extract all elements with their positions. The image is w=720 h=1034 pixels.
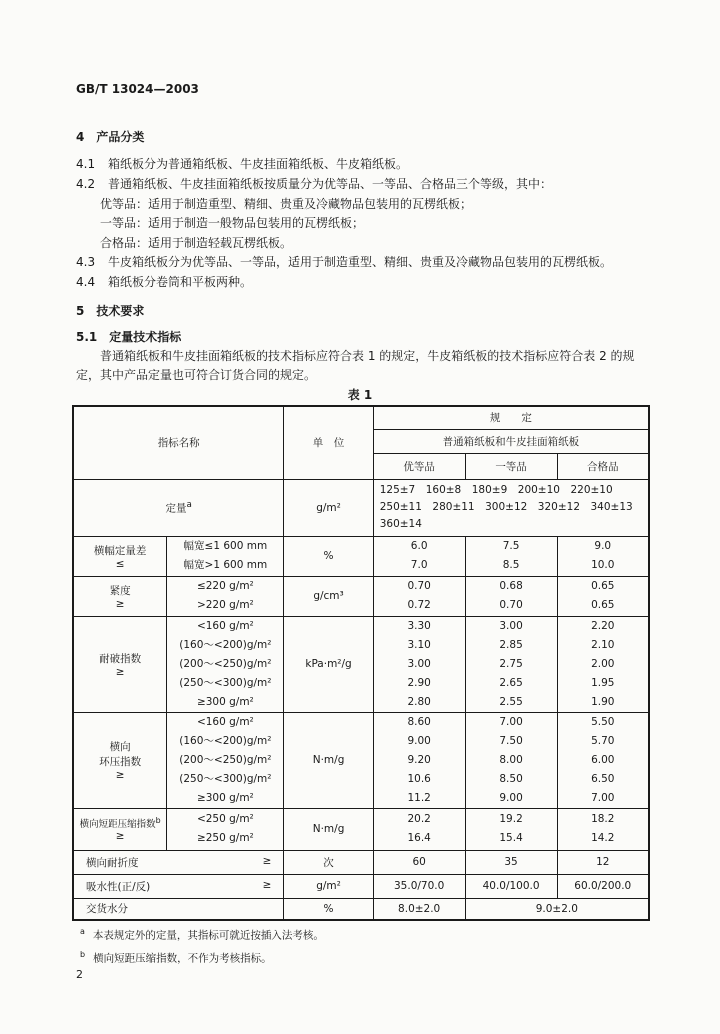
cobb-name: 吸水性(正/反) (86, 880, 151, 893)
moisture-premium: 8.0±2.0 (373, 898, 465, 920)
value: 0.65 (591, 599, 615, 611)
fold-label (73, 850, 284, 874)
value: 3.10 (407, 638, 431, 651)
condition: (250～<300)g/m² (179, 676, 272, 689)
grade-premium-desc: 优等品：适用于制造重型、精细、贵重及冷藏物品包装用的瓦楞纸板； (100, 197, 473, 211)
grade-first-desc: 一等品：适用于制造一般物品包装用的瓦楞纸板； (100, 216, 365, 230)
cd-variation-first (465, 536, 557, 576)
section-4-title: 4 产品分类 (76, 130, 145, 144)
cobb-premium: 35.0/70.0 (373, 874, 465, 898)
condition: (160～<200)g/m² (179, 638, 272, 651)
sct-qualified (557, 808, 649, 850)
clause-text: 牛皮箱纸板分为优等品、一等品，适用于制造重型、精细、贵重及冷藏物品包装用的瓦楞纸板。 (108, 255, 613, 269)
clause-number: 4.2 (76, 177, 96, 191)
ring-crush-symbol: ≥ (115, 769, 125, 781)
header-spec: 规 定 (373, 406, 649, 429)
moisture-label: 交货水分 (73, 898, 284, 920)
footnote-text: 本表规定外的定量，其指标可就近按插入法考核。 (92, 929, 324, 942)
clause-text: 普通箱纸板、牛皮挂面箱纸板按质量分为优等品、一等品、合格品三个等级，其中： (108, 177, 553, 191)
value: 18.2 (591, 813, 615, 825)
cd-variation-name: 横幅定量差 (93, 544, 147, 557)
subsection-5-1-title: 5.1 定量技术指标 (76, 330, 182, 344)
condition: <160 g/m² (196, 715, 254, 728)
condition: ≥250 g/m² (196, 832, 254, 844)
value: 2.55 (499, 695, 523, 708)
row-label-grammage (73, 479, 284, 536)
value: 15.4 (499, 832, 523, 844)
density-premium (373, 576, 465, 616)
value: 2.00 (591, 657, 615, 670)
value: 0.72 (407, 599, 431, 611)
standard-number-header: GB/T 13024—2003 (76, 82, 199, 96)
value: 0.65 (591, 580, 615, 592)
fold-symbol: ≥ (262, 854, 272, 867)
page-number: 2 (76, 968, 83, 981)
burst-index-symbol: ≥ (115, 665, 125, 678)
sct-first (465, 808, 557, 850)
condition: 幅宽>1 600 mm (183, 559, 268, 571)
value: 6.00 (591, 753, 615, 766)
fold-qualified: 12 (557, 850, 649, 874)
cd-variation-label (73, 536, 167, 576)
ring-crush-conditions (167, 712, 284, 808)
value: 11.2 (407, 791, 431, 804)
sct-conditions (167, 808, 284, 850)
density-symbol: ≥ (115, 597, 125, 610)
grammage-unit: g/m² (284, 479, 373, 536)
value: 1.95 (591, 676, 615, 689)
value: 2.65 (499, 676, 523, 689)
density-label (73, 576, 167, 616)
section-5-title: 5 技术要求 (76, 304, 145, 318)
footnote-mark: b (80, 950, 86, 959)
value: 2.10 (591, 638, 615, 651)
condition: <160 g/m² (196, 619, 254, 632)
clause-4-3 (76, 253, 612, 270)
value: 2.90 (407, 676, 431, 689)
value: 8.00 (499, 753, 523, 766)
value: 3.00 (407, 657, 431, 670)
burst-index-conditions (167, 616, 284, 712)
burst-index-unit: kPa·m²/g (284, 616, 373, 712)
burst-index-label (73, 616, 167, 712)
value: 5.70 (591, 734, 615, 747)
value: 3.30 (407, 619, 431, 632)
footnote-mark: a (80, 927, 85, 936)
sct-name-wrap (76, 816, 164, 830)
density-name: 紧度 (109, 584, 131, 597)
value: 10.6 (407, 772, 431, 785)
grade-qualified-desc: 合格品：适用于制造轻载瓦楞纸板。 (100, 236, 293, 250)
density-first (465, 576, 557, 616)
value: 10.0 (591, 559, 615, 571)
footnote-text: 横向短距压缩指数，不作为考核指标。 (93, 952, 272, 965)
condition: ≤220 g/m² (196, 580, 254, 592)
footnote-a (80, 920, 324, 943)
value: 2.75 (499, 657, 523, 670)
value: 7.00 (591, 791, 615, 804)
value: 0.68 (499, 580, 523, 592)
clause-text: 箱纸板分为普通箱纸板、牛皮挂面箱纸板、牛皮箱纸板。 (108, 157, 409, 171)
density-unit: g/cm³ (284, 576, 373, 616)
cd-variation-conditions (167, 536, 284, 576)
table-caption: 表 1 (347, 388, 373, 402)
sct-unit: N·m/g (284, 808, 373, 850)
clause-number: 4.1 (76, 157, 96, 171)
cd-variation-premium (373, 536, 465, 576)
condition: (200～<250)g/m² (179, 657, 272, 670)
fold-premium: 60 (373, 850, 465, 874)
condition: 幅宽≤1 600 mm (183, 540, 268, 552)
ring-crush-first (465, 712, 557, 808)
grammage-values (373, 479, 649, 536)
ring-crush-label (73, 712, 167, 808)
clause-text: 箱纸板分卷筒和平板两种。 (108, 275, 253, 289)
condition: (250～<300)g/m² (179, 772, 272, 785)
header-indicator: 指标名称 (73, 406, 284, 479)
grammage-row: 360±14 (379, 518, 422, 530)
cobb-label (73, 874, 284, 898)
value: 7.5 (502, 540, 520, 552)
condition: (160～<200)g/m² (179, 734, 272, 747)
header-grade-first: 一等品 (465, 453, 557, 479)
header-grade-premium: 优等品 (373, 453, 465, 479)
density-qualified (557, 576, 649, 616)
footnote-b (80, 943, 324, 966)
condition: (200～<250)g/m² (179, 753, 272, 766)
cd-variation-unit: % (284, 536, 373, 576)
value: 9.20 (407, 753, 431, 766)
cobb-first: 40.0/100.0 (465, 874, 557, 898)
value: 19.2 (499, 813, 523, 825)
fold-name: 横向耐折度 (86, 856, 139, 869)
value: 9.0 (594, 540, 612, 552)
sct-premium (373, 808, 465, 850)
grammage-row: 250±11 280±11 300±12 320±12 340±13 (379, 501, 633, 513)
value: 0.70 (499, 599, 523, 611)
header-grade-qualified: 合格品 (557, 453, 649, 479)
burst-index-qualified (557, 616, 649, 712)
condition: ≥300 g/m² (196, 791, 254, 804)
section-5-1-paragraph: 普通箱纸板和牛皮挂面箱纸板的技术指标应符合表 1 的规定，牛皮箱纸板的技术指标应符合表 2 的规定，其中产品定量也可符合订货合同的规定。 (76, 349, 635, 382)
value: 2.80 (407, 695, 431, 708)
clause-4-1 (76, 155, 408, 172)
value: 2.20 (591, 619, 615, 632)
value: 20.2 (407, 813, 431, 825)
value: 6.0 (410, 540, 428, 552)
value: 9.00 (407, 734, 431, 747)
density-conditions (167, 576, 284, 616)
fold-unit: 次 (284, 850, 373, 874)
value: 14.2 (591, 832, 615, 844)
value: 7.50 (499, 734, 523, 747)
clause-4-4 (76, 273, 252, 290)
condition: ≥300 g/m² (196, 695, 254, 708)
condition: >220 g/m² (196, 599, 254, 611)
burst-index-name: 耐破指数 (99, 652, 142, 665)
burst-index-first (465, 616, 557, 712)
value: 7.0 (410, 559, 428, 571)
burst-index-premium (373, 616, 465, 712)
value: 1.90 (591, 695, 615, 708)
ring-crush-direction: 横向 (109, 741, 131, 753)
table-footnotes (80, 920, 324, 966)
value: 0.70 (407, 580, 431, 592)
grammage-row: 125±7 160±8 180±9 200±10 220±10 (379, 484, 613, 496)
cobb-qualified: 60.0/200.0 (557, 874, 649, 898)
value: 16.4 (407, 832, 431, 844)
value: 9.00 (499, 791, 523, 804)
value: 7.00 (499, 715, 523, 728)
value: 8.5 (502, 559, 520, 571)
spec-table (72, 405, 650, 921)
fold-first: 35 (465, 850, 557, 874)
condition: <250 g/m² (196, 813, 254, 825)
value: 5.50 (591, 715, 615, 728)
footnote-mark-a: a (186, 499, 192, 510)
ring-crush-qualified (557, 712, 649, 808)
grammage-label: 定量 (165, 502, 187, 515)
cd-variation-symbol: ≤ (115, 557, 125, 570)
cd-variation-qualified (557, 536, 649, 576)
moisture-unit: % (284, 898, 373, 920)
value: 3.00 (499, 619, 523, 632)
value: 6.50 (591, 772, 615, 785)
ring-crush-premium (373, 712, 465, 808)
sct-symbol: ≥ (115, 830, 125, 843)
sct-name: 横向短距压缩指数 (79, 819, 156, 831)
moisture-first-qualified: 9.0±2.0 (465, 898, 649, 920)
ring-crush-name: 环压指数 (99, 756, 142, 768)
cobb-symbol: ≥ (262, 878, 272, 891)
ring-crush-unit: N·m/g (284, 712, 373, 808)
clause-number: 4.3 (76, 255, 96, 269)
header-group: 普通箱纸板和牛皮挂面箱纸板 (373, 429, 649, 453)
value: 2.85 (499, 638, 523, 651)
value: 8.50 (499, 772, 523, 785)
sct-label (73, 808, 167, 850)
header-unit: 单 位 (284, 406, 373, 479)
clause-4-2 (76, 175, 552, 192)
clause-number: 4.4 (76, 275, 96, 289)
footnote-mark-b: b (155, 815, 161, 825)
value: 8.60 (407, 715, 431, 728)
cobb-unit: g/m² (284, 874, 373, 898)
